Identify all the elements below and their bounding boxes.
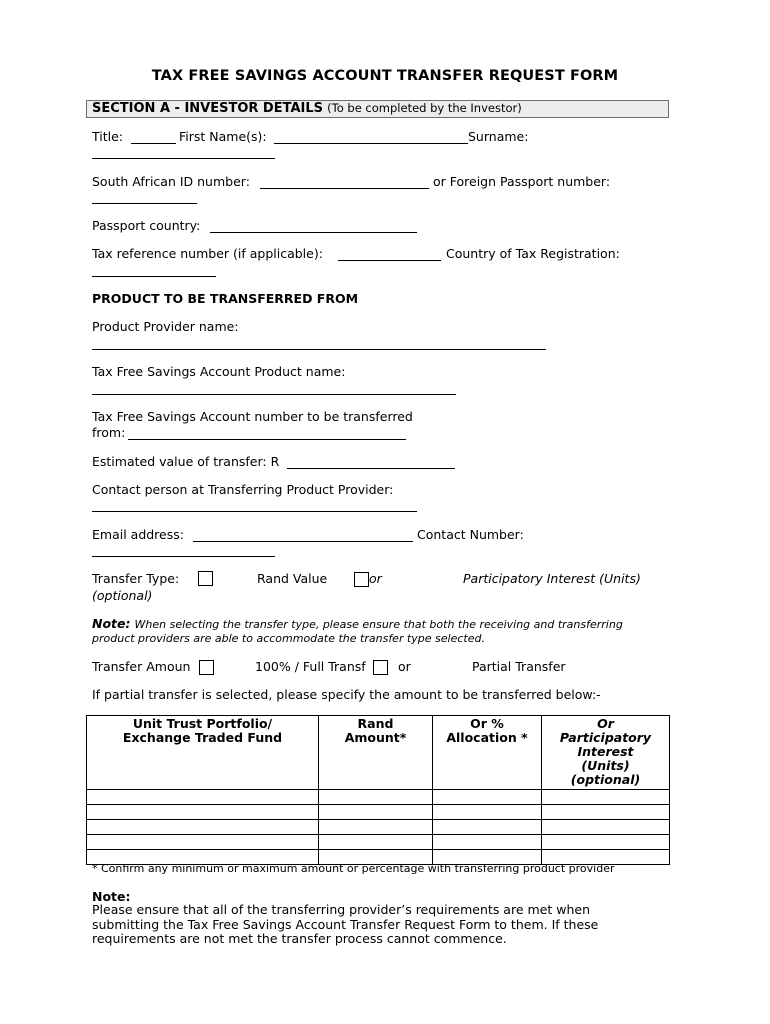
table-row xyxy=(87,805,670,820)
col-units-header xyxy=(542,716,670,790)
rand-amount-cell[interactable] xyxy=(319,790,433,805)
first-names-field[interactable] xyxy=(274,143,468,144)
col-rand-header xyxy=(319,716,433,790)
estimated-value-label: Estimated value of transfer: R xyxy=(92,454,280,469)
email-label: Email address: xyxy=(92,527,184,542)
transfer-type-label: Transfer Type: xyxy=(92,571,180,586)
account-number-label-from: from: xyxy=(92,425,126,440)
title-field[interactable] xyxy=(131,143,176,144)
col-rand-line-2: Amount* xyxy=(344,730,407,745)
transfer-type-note xyxy=(92,616,623,632)
col-units-line-3: Interest xyxy=(577,744,634,759)
units-cell[interactable] xyxy=(542,820,670,835)
col-units-line-5: (optional) xyxy=(570,772,641,787)
rand-amount-cell[interactable] xyxy=(319,835,433,850)
table-row xyxy=(87,790,670,805)
partial-transfer-label: Partial Transfer xyxy=(472,659,566,674)
sa-id-field[interactable] xyxy=(260,188,429,189)
transfer-type-checkbox[interactable] xyxy=(198,571,213,586)
rand-value-checkbox[interactable] xyxy=(354,572,369,587)
final-note-label: Note: xyxy=(92,889,131,904)
title-label: Title: xyxy=(92,129,123,144)
units-cell[interactable] xyxy=(542,835,670,850)
allocation-cell[interactable] xyxy=(433,820,542,835)
sa-id-label: South African ID number: xyxy=(92,174,250,189)
col-allocation-line-2: Allocation * xyxy=(446,730,528,745)
col-allocation-header xyxy=(433,716,542,790)
note-label: Note: xyxy=(92,616,131,631)
rand-amount-cell[interactable] xyxy=(319,820,433,835)
surname-label: Surname: xyxy=(468,129,529,144)
account-number-field[interactable] xyxy=(128,439,406,440)
contact-person-label: Contact person at Transferring Product Provider: xyxy=(92,482,394,497)
col-units-line-2: Participatory xyxy=(559,730,652,745)
col-units-line-1: Or xyxy=(597,716,614,731)
passport-country-field[interactable] xyxy=(210,232,417,233)
col-portfolio-header xyxy=(87,716,319,790)
col-rand-line-1: Rand xyxy=(357,716,394,731)
transfer-type-optional: (optional) xyxy=(92,588,153,603)
table-header-row xyxy=(87,716,670,790)
rand-value-label: Rand Value xyxy=(257,571,328,586)
portfolio-cell[interactable] xyxy=(87,820,319,835)
contact-number-label: Contact Number: xyxy=(417,527,524,542)
rand-amount-cell[interactable] xyxy=(319,805,433,820)
transfer-type-or: or xyxy=(369,571,382,586)
transfer-amount-or: or xyxy=(398,659,411,674)
tax-country-label: Country of Tax Registration: xyxy=(446,246,620,261)
provider-name-label: Product Provider name: xyxy=(92,319,239,334)
table-row xyxy=(87,835,670,850)
passport-number-field[interactable] xyxy=(92,203,197,204)
email-field[interactable] xyxy=(193,541,413,542)
product-name-field[interactable] xyxy=(92,394,456,395)
units-cell[interactable] xyxy=(542,805,670,820)
note-text-1: When selecting the transfer type, please ensure that both the receiving and transferring xyxy=(134,618,623,631)
final-note-text: Please ensure that all of the transferring provider’s requirements are met when submitting the Tax Free Savings Account Transfer Request Form to them. If these requirements are not met the transfer process cannot commence. xyxy=(92,902,599,946)
table-row xyxy=(87,820,670,835)
section-a-note: (To be completed by the Investor) xyxy=(327,101,522,115)
partial-instruction: If partial transfer is selected, please specify the amount to be transferred below:- xyxy=(92,687,601,702)
portfolio-cell[interactable] xyxy=(87,790,319,805)
product-name-label: Tax Free Savings Account Product name: xyxy=(92,364,346,379)
col-units-line-4: (Units) xyxy=(581,758,630,773)
units-cell[interactable] xyxy=(542,790,670,805)
allocation-cell[interactable] xyxy=(433,805,542,820)
footnote: * Confirm any minimum or maximum amount or percentage with transferring product provider xyxy=(92,862,615,875)
estimated-value-field[interactable] xyxy=(287,468,455,469)
surname-field[interactable] xyxy=(92,158,275,159)
participatory-interest-label: Participatory Interest (Units) xyxy=(463,571,641,586)
contact-number-field[interactable] xyxy=(92,556,275,557)
allocation-table xyxy=(86,715,670,865)
section-a-label: SECTION A - INVESTOR DETAILS xyxy=(92,101,324,116)
provider-name-field[interactable] xyxy=(92,349,546,350)
transfer-amount-label: Transfer Amoun xyxy=(92,659,191,674)
col-allocation-line-1: Or % xyxy=(470,716,504,731)
passport-number-label: or Foreign Passport number: xyxy=(433,174,611,189)
account-number-label: Tax Free Savings Account number to be transferred xyxy=(92,409,413,424)
portfolio-cell[interactable] xyxy=(87,805,319,820)
portfolio-cell[interactable] xyxy=(87,835,319,850)
first-names-label: First Name(s): xyxy=(179,129,267,144)
contact-person-field[interactable] xyxy=(92,511,417,512)
tax-country-field[interactable] xyxy=(92,276,216,277)
col-portfolio-line-2: Exchange Traded Fund xyxy=(122,730,283,745)
allocation-cell[interactable] xyxy=(433,790,542,805)
tax-ref-label: Tax reference number (if applicable): xyxy=(92,246,323,261)
col-portfolio-line-1: Unit Trust Portfolio/ xyxy=(132,716,273,731)
section-a-heading xyxy=(92,100,522,117)
tax-ref-field[interactable] xyxy=(338,260,441,261)
full-transfer-label: 100% / Full Transf xyxy=(255,659,366,674)
transfer-amount-checkbox[interactable] xyxy=(199,660,214,675)
passport-country-label: Passport country: xyxy=(92,218,201,233)
full-transfer-checkbox[interactable] xyxy=(373,660,388,675)
form-title: TAX FREE SAVINGS ACCOUNT TRANSFER REQUEST FORM xyxy=(151,68,619,84)
product-heading: PRODUCT TO BE TRANSFERRED FROM xyxy=(92,291,359,306)
note-text-2: product providers are able to accommodate the transfer type selected. xyxy=(92,632,485,645)
allocation-cell[interactable] xyxy=(433,835,542,850)
